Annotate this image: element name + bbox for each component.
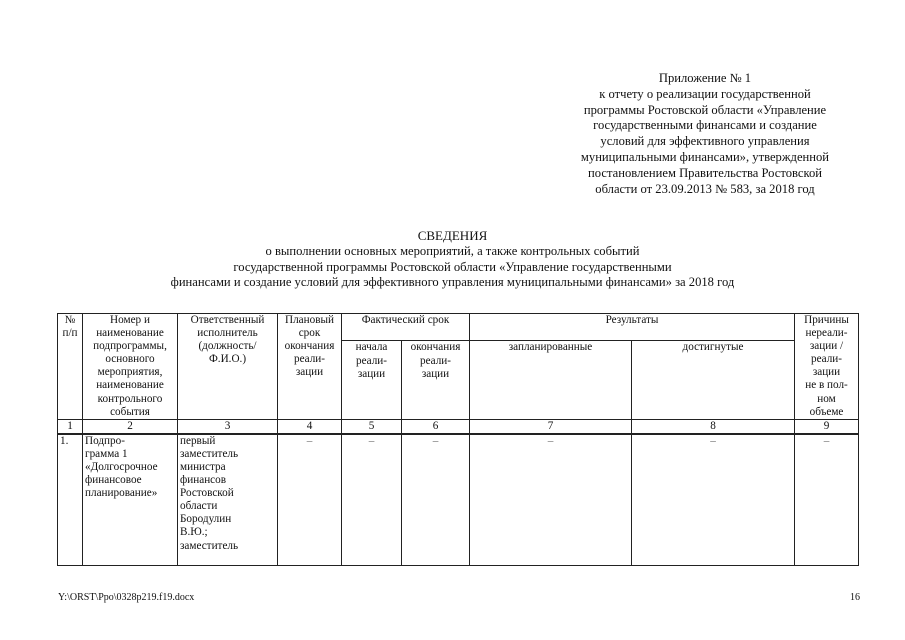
header-planned-results: запланированные xyxy=(470,341,632,419)
header-end: окончания реали- зации xyxy=(402,341,470,419)
column-number: 3 xyxy=(178,419,278,434)
footer-file-path: Y:\ORST\Ppo\0328p219.f19.docx xyxy=(58,592,195,603)
report-subtitle-line: о выполнении основных мероприятий, а также контрольных событий xyxy=(265,243,640,258)
appendix-line: условий для эффективного управления xyxy=(600,134,810,149)
footer-page-number: 16 xyxy=(850,592,860,603)
appendix-line: муниципальными финансами», утвержденной xyxy=(580,149,830,164)
column-number-row xyxy=(58,419,859,434)
row-start: – xyxy=(342,434,402,566)
report-title: СВЕДЕНИЯ xyxy=(417,228,488,243)
header-row xyxy=(58,314,859,341)
header-actual-deadline: Фактический срок xyxy=(342,314,470,341)
row-end: – xyxy=(402,434,470,566)
appendix-block xyxy=(540,71,870,197)
row-planned-deadline: – xyxy=(278,434,342,566)
row-name: Подпро- грамма 1 «Долгосрочное финансовое планирование» xyxy=(83,434,178,566)
row-reasons: – xyxy=(795,434,859,566)
column-number: 1 xyxy=(58,419,83,434)
column-number: 8 xyxy=(632,419,795,434)
row-executor: первый заместитель министра финансов Ростовской области Бородулин В.Ю.; заместитель xyxy=(178,434,278,566)
appendix-line: программы Ростовской области «Управление xyxy=(583,102,827,117)
appendix-line: области от 23.09.2013 № 583, за 2018 год xyxy=(595,181,815,196)
header-start: начала реали- зации xyxy=(342,341,402,419)
row-num: 1. xyxy=(58,434,83,566)
column-number: 9 xyxy=(795,419,859,434)
appendix-line: к отчету о реализации государственной xyxy=(599,86,811,101)
header-name: Номер и наименование подпрограммы, основного мероприятия, наименование контрольного события xyxy=(83,314,178,420)
column-number: 7 xyxy=(470,419,632,434)
column-number: 2 xyxy=(83,419,178,434)
header-reasons: Причины нереали- зации / реали- зации не в пол- ном объеме xyxy=(795,314,859,420)
report-subtitle-line: государственной программы Ростовской области «Управление государственными xyxy=(233,259,672,274)
row-planned-results: – xyxy=(470,434,632,566)
row-achieved-results: – xyxy=(632,434,795,566)
report-subtitle-line: финансами и создание условий для эффективного управления муниципальными финансами» за 2018 год xyxy=(170,275,735,290)
appendix-line: постановлением Правительства Ростовской xyxy=(588,165,822,180)
header-planned-deadline: Плановый срок окончания реали- зации xyxy=(278,314,342,420)
header-achieved-results: достигнутые xyxy=(632,341,795,419)
header-executor: Ответственный исполнитель (должность/ Ф.И.О.) xyxy=(178,314,278,420)
header-num: № п/п xyxy=(58,314,83,420)
appendix-line: государственными финансами и создание xyxy=(593,118,817,133)
column-number: 5 xyxy=(342,419,402,434)
column-number: 4 xyxy=(278,419,342,434)
report-table xyxy=(57,313,859,566)
appendix-line: Приложение № 1 xyxy=(658,71,752,85)
table-row xyxy=(58,434,859,566)
column-number: 6 xyxy=(402,419,470,434)
report-heading xyxy=(90,228,815,291)
header-results: Результаты xyxy=(470,314,795,341)
